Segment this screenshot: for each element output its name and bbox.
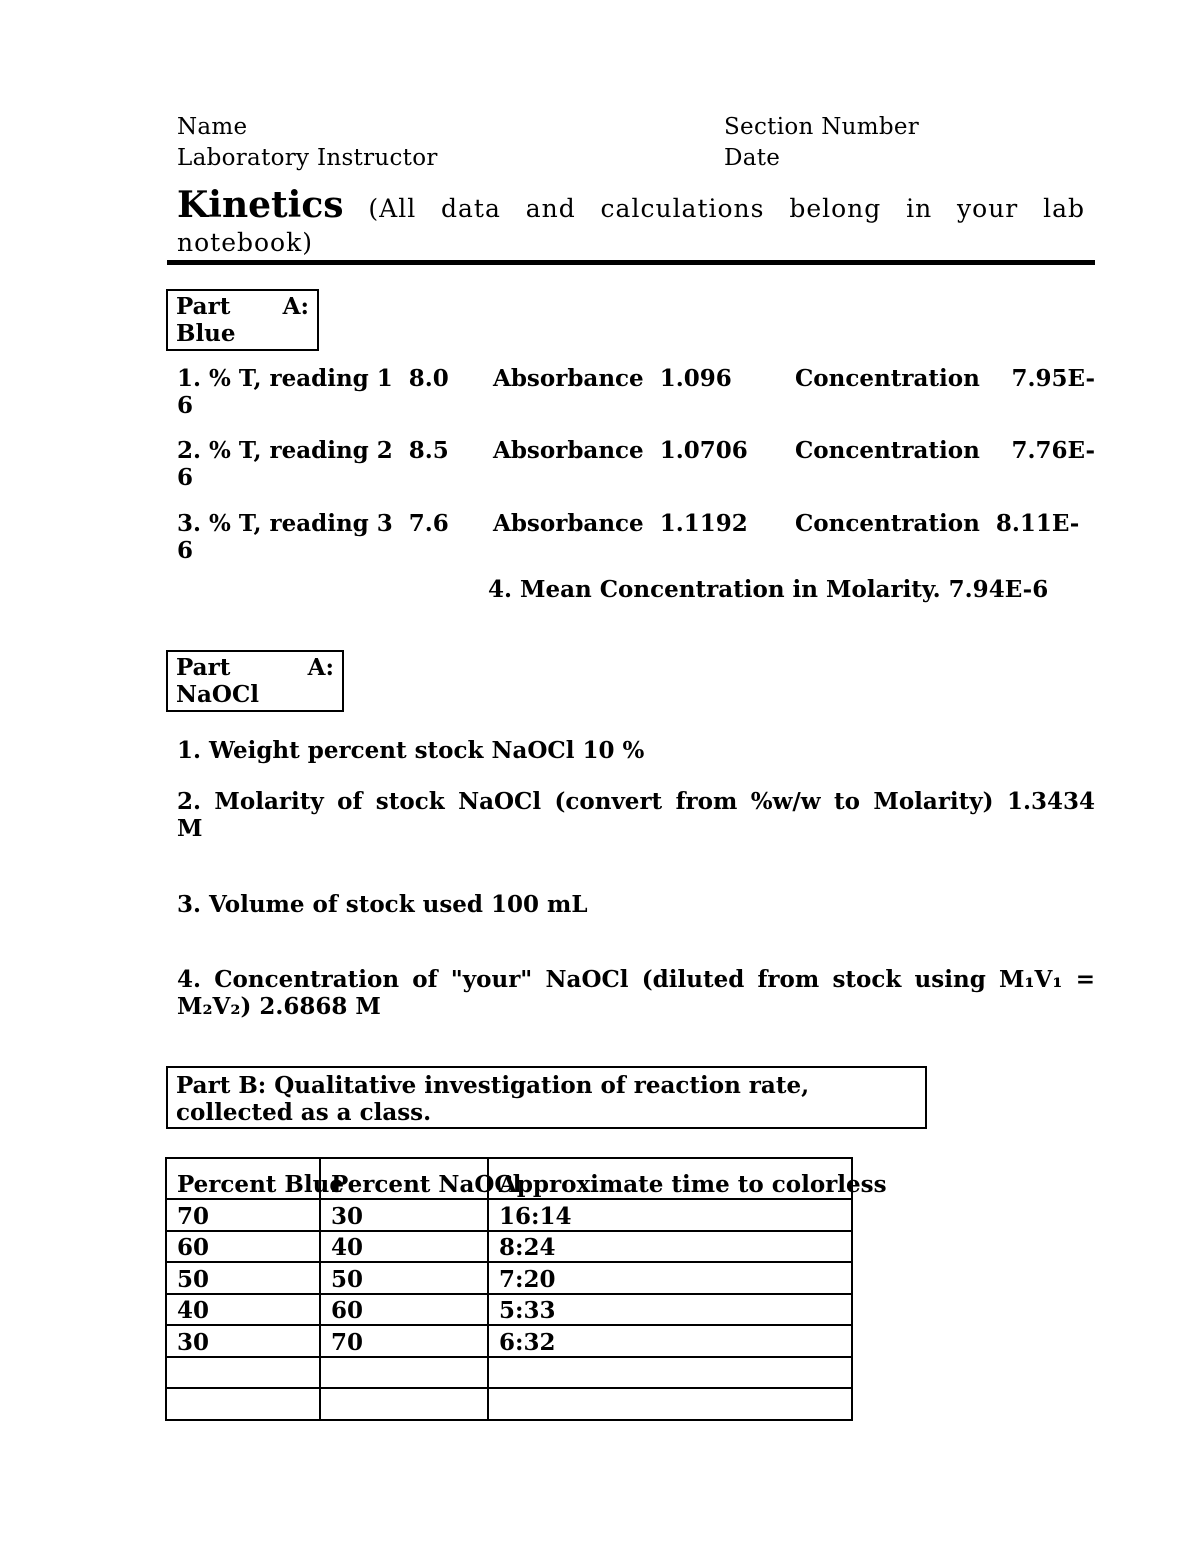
table-cell: 40 [320,1231,488,1263]
table-cell [488,1388,852,1420]
concentration-value-cont: 6 [177,392,194,419]
concentration-value: 7.76E- [1011,437,1095,464]
absorbance-value: 1.096 [659,365,732,392]
concentration-value-cont: 6 [177,464,194,491]
naocl-molarity [177,788,1095,842]
table-row [166,1357,852,1389]
table-cell [488,1357,852,1389]
name-label: Name [177,114,248,140]
table-cell: 30 [320,1199,488,1231]
table-cell: 5:33 [488,1294,852,1326]
table-row [166,1262,852,1294]
table-cell: 70 [320,1325,488,1357]
table-cell: 6:32 [488,1325,852,1357]
dilution-line: 4. Concentration of "your" NaOCl (diluted from stock using M₁V₁ = [177,966,1095,993]
naocl-volume-used: 3. Volume of stock used 100 mL [177,891,588,918]
title-main: Kinetics [177,184,344,226]
column-header: Percent Blue [166,1158,320,1199]
part-a-blue-heading [166,289,319,351]
heading-part: Part [176,293,231,320]
absorbance-label: Absorbance [493,437,644,464]
concentration-label: Concentration [795,510,980,537]
table-row [166,1199,852,1231]
part-a-naocl-heading [166,650,344,712]
absorbance-value: 1.0706 [659,437,748,464]
reading-1 [177,365,1095,419]
table-header-row [166,1158,852,1199]
table-cell: 30 [166,1325,320,1357]
part-b-heading-line1: Part B: Qualitative investigation of reaction rate, [176,1072,810,1099]
reading-label: 2. % T, reading 2 [177,437,393,464]
reaction-rate-table [165,1157,887,1421]
laboratory-instructor-label: Laboratory Instructor [177,145,438,171]
table-row [166,1231,852,1263]
table-cell: 50 [320,1262,488,1294]
table-row [166,1294,852,1326]
table-cell: 60 [320,1294,488,1326]
mean-concentration: 4. Mean Concentration in Molarity. 7.94E-6 [488,576,1049,603]
reading-2 [177,437,1095,491]
table-cell: 7:20 [488,1262,852,1294]
title-note: (All data and calculations belong in your lab notebook) [177,194,1085,257]
column-header: Approximate time to colorless [488,1158,852,1199]
table-row [166,1388,852,1420]
reading-label: 3. % T, reading 3 [177,510,393,537]
table-cell: 60 [166,1231,320,1263]
title-rule [167,260,1095,265]
reading-3 [177,510,1095,564]
table-cell: 8:24 [488,1231,852,1263]
absorbance-label: Absorbance [493,510,644,537]
concentration-value: 8.11E- [995,510,1080,537]
naocl-weight-percent: 1. Weight percent stock NaOCl 10 % [177,737,645,764]
section-number-label: Section Number [724,114,920,140]
heading-sub: Blue [176,320,236,347]
part-b-heading [166,1066,927,1129]
molarity-line: 2. Molarity of stock NaOCl (convert from %w/w to Molarity) 1.3434 [177,788,1095,815]
page-title [177,184,1085,260]
concentration-value: 7.95E- [1011,365,1095,392]
date-label: Date [724,145,781,171]
absorbance-value: 1.1192 [659,510,748,537]
table-cell [320,1388,488,1420]
table-cell: 50 [166,1262,320,1294]
reading-label: 1. % T, reading 1 [177,365,393,392]
reading-value: 8.0 [408,365,449,392]
molarity-unit: M [177,815,203,842]
column-header: Percent NaOCl [320,1158,488,1199]
concentration-label: Concentration [795,365,980,392]
table-cell [166,1357,320,1389]
table-cell [166,1388,320,1420]
part-b-heading-line2: collected as a class. [176,1099,432,1126]
heading-sub: NaOCl [176,681,260,708]
concentration-value-cont: 6 [177,537,194,564]
table-cell: 40 [166,1294,320,1326]
dilution-result: M₂V₂) 2.6868 M [177,993,381,1020]
table-cell: 70 [166,1199,320,1231]
table-row [166,1325,852,1357]
heading-letter: A: [307,654,334,681]
heading-letter: A: [282,293,309,320]
absorbance-label: Absorbance [493,365,644,392]
concentration-label: Concentration [795,437,980,464]
heading-part: Part [176,654,231,681]
reading-value: 7.6 [408,510,449,537]
table-cell [320,1357,488,1389]
naocl-diluted-concentration [177,966,1095,1020]
table-cell: 16:14 [488,1199,852,1231]
reading-value: 8.5 [408,437,449,464]
